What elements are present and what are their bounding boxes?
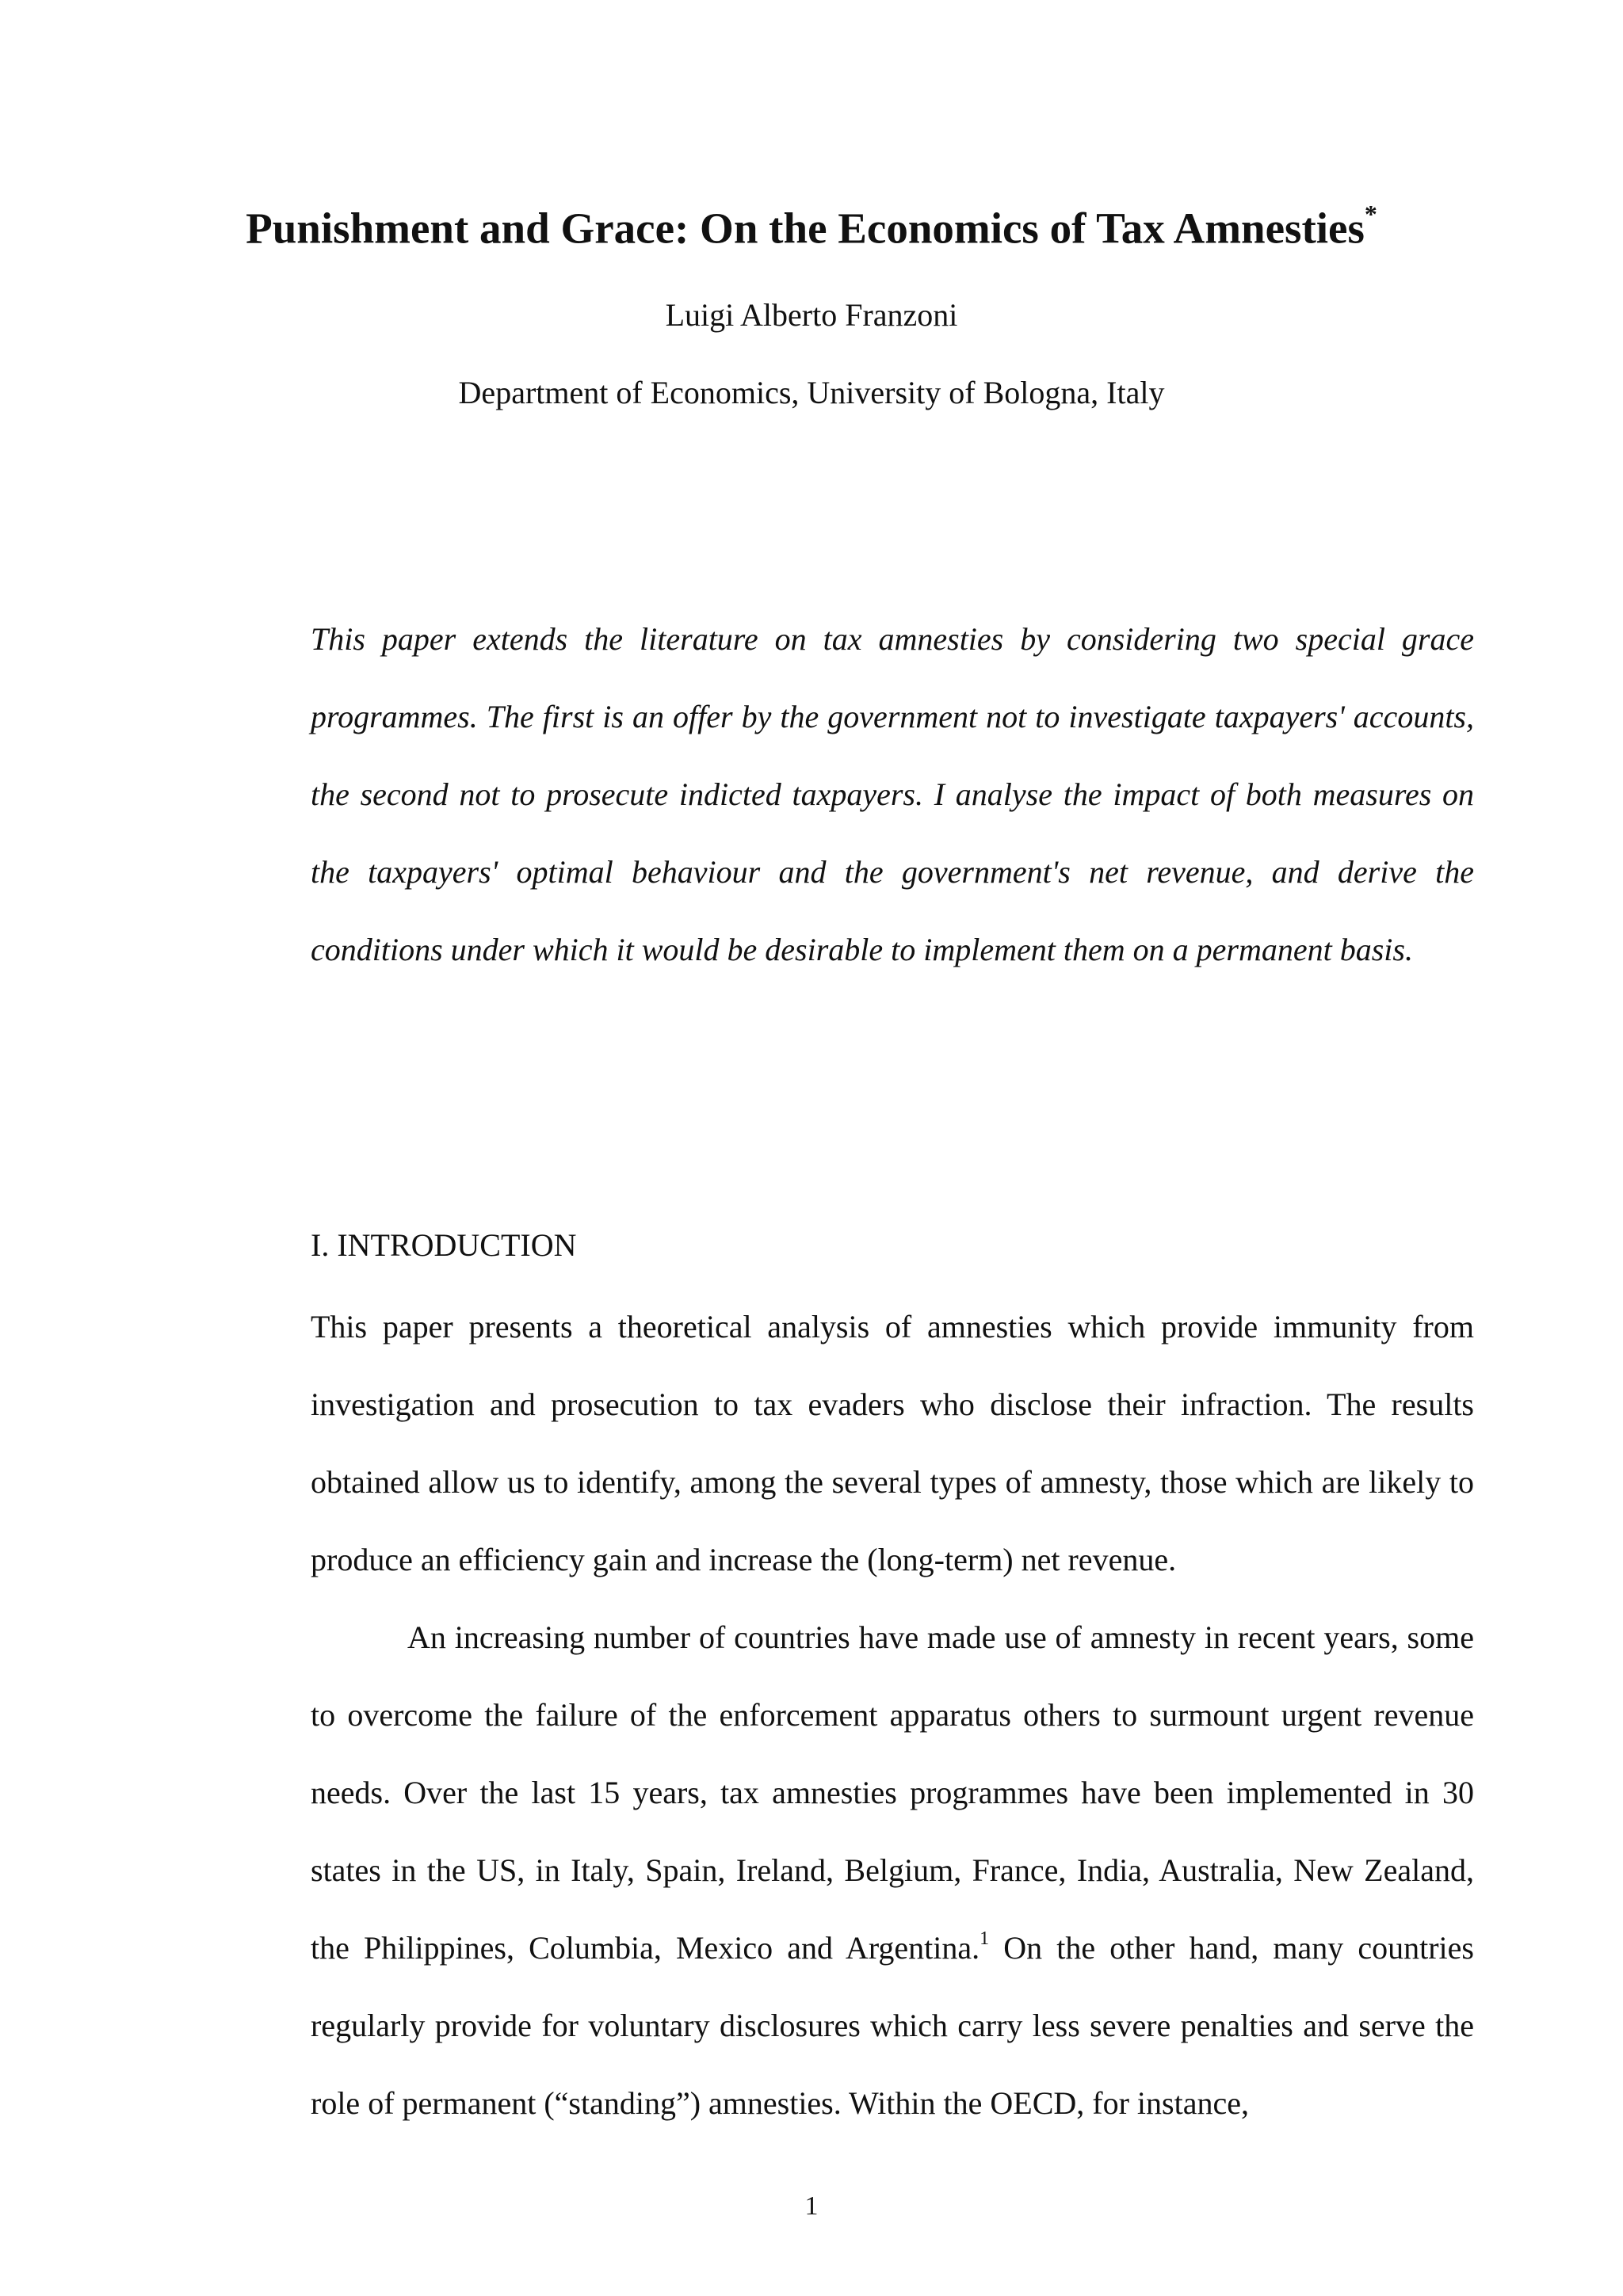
author-affiliation: Department of Economics, University of Bologna, Italy — [458, 375, 1165, 410]
paper-title-text: Punishment and Grace: On the Economics of Tax Amnesties — [246, 204, 1365, 253]
footnote-reference-1: 1 — [980, 1928, 990, 1949]
body-paragraph-1: This paper presents a theoretical analysis of amnesties which provide immunity from investigation and prosecution to tax evaders who disclose their infraction. The results obtained allow us to identify, among the several types of amnesty, those which are likely to produce an efficiency gain and increase the (long-term) net revenue. — [311, 1309, 1474, 1577]
abstract: This paper extends the literature on tax amnesties by considering two special grace programmes. The first is an offer by the government not to investigate taxpayers' accounts, the second not to prosecute indicted taxpayers. I analyse the impact of both measures on the taxpayers' optimal behaviour and the government's net revenue, and derive the conditions under which it would be desirable to implement them on a permanent basis. — [311, 621, 1474, 967]
section-heading-introduction: I. INTRODUCTION — [311, 1227, 577, 1263]
body-paragraph-2 — [311, 1599, 1474, 2142]
page-number: 1 — [804, 2191, 819, 2221]
paragraph-2-text-end: On the other hand, many countries regularly provide for voluntary disclosures which carry less severe penalties and serve the role of permanent (“standing”) amnesties. Within the OECD, for instance, — [311, 1930, 1474, 2121]
author-name: Luigi Alberto Franzoni — [665, 297, 958, 333]
title-footnote-mark: * — [1364, 200, 1377, 228]
paragraph-2-text-start: An increasing number of countries have made use of amnesty in recent years, some to overcome the failure of the enforcement apparatus others to surmount urgent revenue needs. Over the last 15 years, tax amnesties programmes have been implemented in 30 states in the US, in Italy, Spain, Ireland, Belgium, France, India, Australia, New Zealand, the Philippines, Columbia, Mexico and Argentina. — [311, 1619, 1474, 1966]
paper-title — [0, 193, 1623, 254]
